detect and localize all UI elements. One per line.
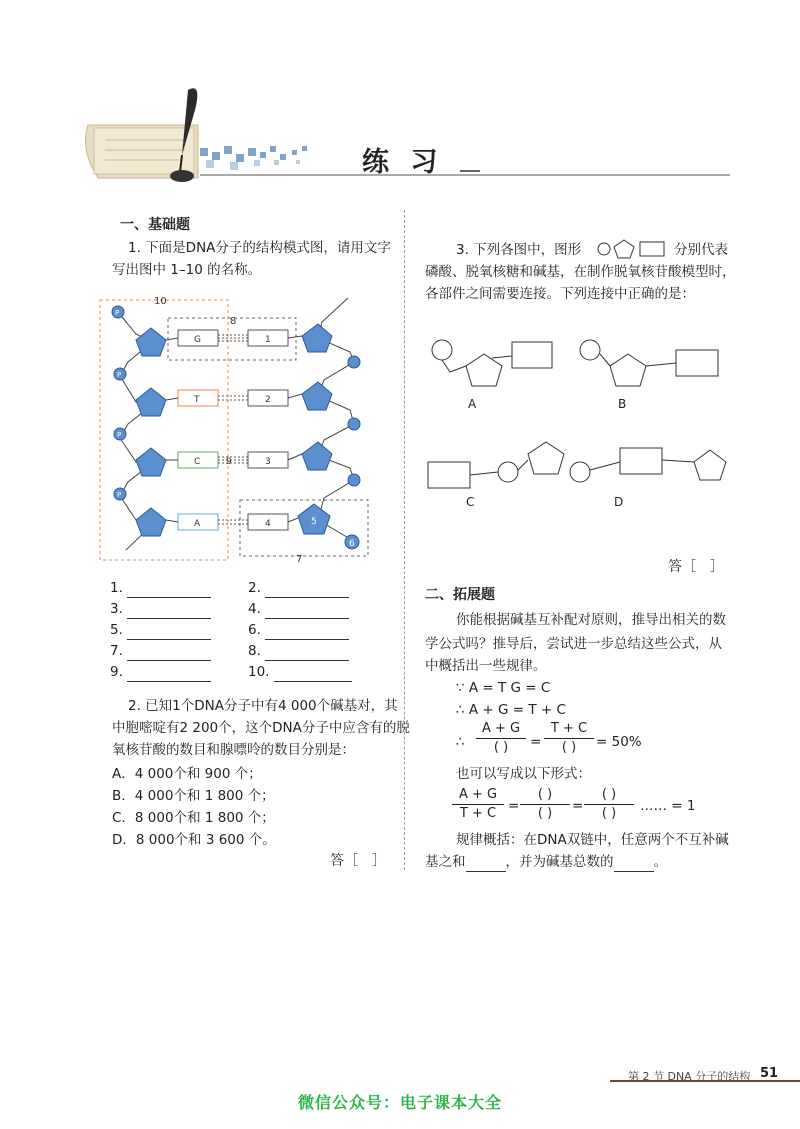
svg-text:P: P (117, 491, 122, 499)
q2-line1: 2. 已知1个DNA分子中有4 000个碱基对，其 (128, 698, 398, 714)
q2-option-a[interactable]: A．4 000个和 900 个； (112, 766, 262, 782)
q3-answer-bracket[interactable]: 答［ ］ (668, 559, 724, 575)
equals-1: = (530, 734, 542, 750)
q2-option-b[interactable]: B．4 000个和 1 800 个； (112, 788, 275, 804)
q2-option-d[interactable]: D．8 000个和 3 600 个。 (112, 832, 276, 848)
label-6: 6 (349, 539, 355, 549)
q3-shape-legend (596, 238, 666, 260)
answer-blanks (110, 578, 370, 688)
blank-3[interactable]: 3. (110, 599, 211, 619)
base-a: A (194, 519, 201, 529)
option-a-diagram (432, 340, 552, 386)
label-8: 8 (230, 316, 237, 327)
fraction-2: T + C ( ) (544, 720, 594, 757)
section-heading-extension: 二、拓展题 (425, 587, 495, 603)
base-c: C (194, 457, 201, 467)
label-7: 7 (296, 554, 303, 564)
s2-eq1: ∵ A = T G = C (456, 680, 551, 696)
label-9: 9 (226, 457, 232, 467)
s2-line4: 也可以写成以下形式： (456, 766, 591, 782)
equals-3: = (572, 798, 584, 814)
s2-line5: 规律概括：在DNA双链中，任意两个不互补碱 (456, 832, 729, 848)
s2-line1: 你能根据碱基互补配对原则，推导出相关的数 (456, 612, 726, 628)
blank-fraction[interactable] (614, 857, 654, 872)
blank-10[interactable]: 10. (248, 662, 352, 682)
base-3: 3 (265, 457, 271, 467)
s2-line6: 基之和 ，并为碱基总数的 。 (425, 854, 667, 870)
base-1: 1 (265, 335, 271, 345)
q3-options-svg (420, 320, 740, 520)
eq-tail-1: …… = 1 (640, 798, 696, 814)
option-c-diagram (428, 442, 564, 488)
fraction-5: ( ) ( ) (584, 786, 634, 823)
wechat-watermark: 微信公众号：电子课本大全 (298, 1093, 503, 1112)
option-b-diagram (580, 340, 718, 386)
equals-2: = (508, 798, 520, 814)
blank-7[interactable]: 7. (110, 641, 211, 661)
s2-line2: 学公式吗？推导后，尝试进一步总结这些公式，从 (425, 636, 722, 652)
s2-therefore: ∴ (456, 734, 465, 750)
fraction-1: A + G ( ) (476, 720, 526, 757)
circle-icon (598, 243, 610, 255)
option-a-label: A (468, 397, 477, 411)
blank-8[interactable]: 8. (248, 641, 349, 661)
pentagon-icon (614, 240, 634, 258)
s2-line3: 中概括出一些规律。 (425, 658, 547, 674)
base-g: G (194, 335, 201, 345)
dna-structure-diagram (96, 292, 386, 564)
section-heading-basic: 一、基础题 (120, 217, 190, 233)
footer-section: 第 2 节 DNA 分子的结构 (628, 1070, 751, 1083)
blank-9[interactable]: 9. (110, 662, 211, 682)
blank-6[interactable]: 6. (248, 620, 349, 640)
label-p: P (115, 309, 120, 317)
q1-line1: 1. 下面是DNA分子的结构模式图，请用文字 (128, 240, 391, 256)
q2-answer-bracket[interactable]: 答［ ］ (330, 853, 386, 869)
blank-4[interactable]: 4. (248, 599, 349, 619)
page-number: 51 (760, 1066, 779, 1081)
q1-line2: 写出图中 1–10 的名称。 (112, 262, 262, 278)
blank-1[interactable]: 1. (110, 578, 211, 598)
q2-option-c[interactable]: C．8 000个和 1 800 个； (112, 810, 275, 826)
fraction-4: ( ) ( ) (520, 786, 570, 823)
column-divider (404, 210, 405, 870)
q3-line1a: 3. 下列各图中，图形 (456, 242, 582, 258)
q3-line2: 磷酸、脱氧核糖和碱基，在制作脱氧核苷酸模型时， (425, 264, 736, 280)
blank-2[interactable]: 2. (248, 578, 349, 598)
q3-line3: 各部件之间需要连接。下列连接中正确的是： (425, 286, 695, 302)
svg-text:P: P (117, 371, 122, 379)
option-d-label: D (614, 495, 624, 509)
option-d-diagram (570, 448, 726, 482)
svg-text:P: P (117, 431, 122, 439)
base-2: 2 (265, 395, 271, 405)
q2-line2: 中胞嘧啶有2 200个，这个DNA分子中应含有的脱 (112, 720, 410, 736)
q3-line1b: 分别代表 (674, 242, 728, 258)
fraction-3: A + G T + C (452, 786, 504, 823)
dna-diagram-svg (96, 292, 386, 564)
label-5: 5 (311, 517, 317, 527)
option-c-label: C (466, 495, 475, 509)
s2-eq2: ∴ A + G = T + C (456, 702, 566, 718)
base-t: T (194, 395, 200, 405)
base-4: 4 (265, 519, 271, 529)
page-title: 练 习 (362, 147, 444, 178)
q2-line3: 氧核苷酸的数目和腺嘌呤的数目分别是： (112, 742, 355, 758)
label-10: 10 (154, 296, 167, 307)
eq-tail-50: = 50% (596, 734, 642, 750)
blank-sum[interactable] (466, 857, 506, 872)
q3-option-diagrams (420, 320, 740, 520)
option-b-label: B (618, 397, 627, 411)
rectangle-icon (640, 242, 664, 256)
blank-5[interactable]: 5. (110, 620, 211, 640)
